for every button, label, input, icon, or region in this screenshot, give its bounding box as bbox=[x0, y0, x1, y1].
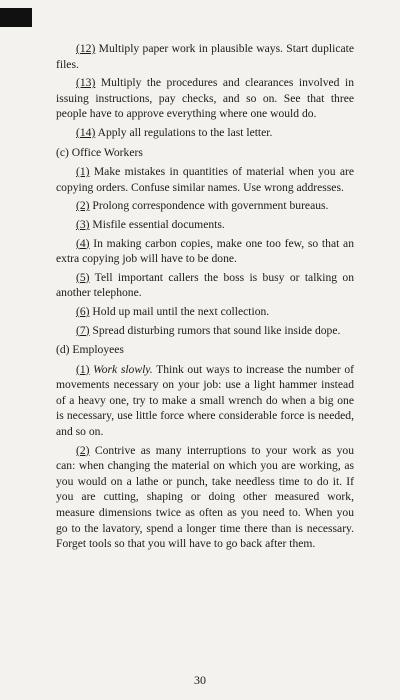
list-item-12 bbox=[56, 41, 354, 72]
redaction-mark bbox=[0, 8, 32, 27]
item-text: Hold up mail until the next collection. bbox=[89, 304, 270, 318]
section-heading-employees: (d) Employees bbox=[56, 343, 124, 357]
item-text: Prolong correspondence with government bureaus. bbox=[89, 199, 329, 213]
item-number: (4) bbox=[76, 236, 90, 250]
item-number: (3) bbox=[76, 217, 90, 231]
office-item-6 bbox=[56, 304, 354, 320]
item-text: Multiply paper work in plausible ways. Start duplicate files. bbox=[56, 42, 354, 71]
item-number: (7) bbox=[76, 323, 90, 337]
item-number: (6) bbox=[76, 304, 90, 318]
employee-item-1 bbox=[56, 362, 354, 440]
item-number: (1) bbox=[76, 165, 90, 179]
list-item-13 bbox=[56, 75, 354, 122]
item-number: (12) bbox=[76, 42, 96, 55]
item-text: Tell important callers the boss is busy or talking on another telephone. bbox=[56, 270, 354, 300]
item-number: (2) bbox=[76, 199, 90, 213]
item-text: Apply all regulations to the last letter. bbox=[95, 125, 273, 139]
page-number: 30 bbox=[194, 673, 206, 687]
item-emphasis: Work slowly. bbox=[93, 362, 153, 376]
office-item-5 bbox=[56, 270, 354, 301]
item-number: (2) bbox=[76, 443, 90, 457]
office-item-2 bbox=[56, 198, 354, 214]
item-number: (1) bbox=[76, 362, 90, 376]
section-heading-office-workers: (c) Office Workers bbox=[56, 145, 143, 159]
office-item-7 bbox=[56, 323, 354, 339]
item-number: (14) bbox=[76, 125, 96, 139]
item-text: Make mistakes in quantities of material when you are copying orders. Confuse similar names. Use wrong addresses. bbox=[56, 165, 354, 194]
item-text: In making carbon copies, make one too few, so that an extra copying job will have to be done. bbox=[56, 236, 354, 266]
item-text: Spread disturbing rumors that sound like inside dope. bbox=[89, 323, 341, 337]
office-item-4 bbox=[56, 236, 354, 267]
list-item-14 bbox=[56, 125, 354, 141]
item-text: Misfile essential documents. bbox=[89, 217, 225, 231]
item-text: Contrive as many interruptions to your work as you can: when changing the material on which you are working, as you would on a lathe or punch, take needless time to do it. If you are cutting, shaping or doing other measured work, measure dimensions twice as often as you need to. When you go to the lavatory, spend a longer time there than is necessary. Forget tools so that you will have to go back after them. bbox=[56, 443, 354, 551]
office-item-1 bbox=[56, 164, 354, 195]
item-number: (5) bbox=[76, 270, 90, 284]
employee-item-2 bbox=[56, 443, 354, 552]
item-text: Multiply the procedures and clearances involved in issuing instructions, pay checks, and so on. See that three people have to approve everything where one would do. bbox=[56, 76, 354, 121]
item-text: Think out ways to increase the number of movements necessary on your job: use a light hammer instead of a heavy one, try to make a small wrench do when a big one is necessary, use little force where considerable force is needed, and so on. bbox=[56, 362, 354, 439]
item-number: (13) bbox=[76, 76, 96, 90]
document-page bbox=[56, 41, 354, 555]
office-item-3 bbox=[56, 217, 354, 233]
